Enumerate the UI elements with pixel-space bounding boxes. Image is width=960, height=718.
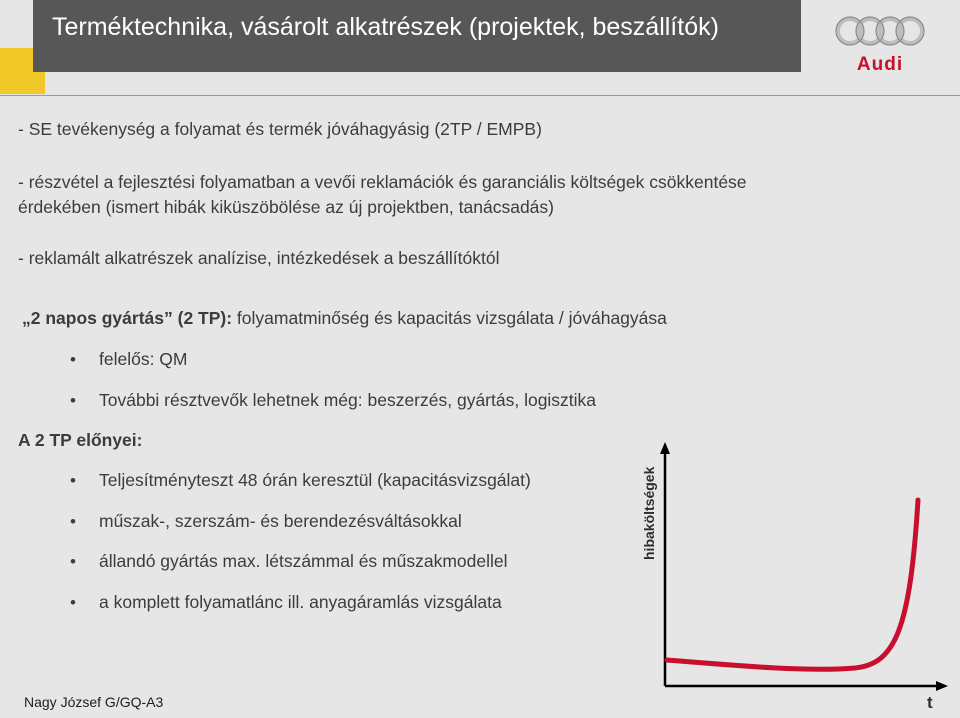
text-line-2tp: [22, 308, 667, 329]
audi-rings-icon: [834, 14, 926, 54]
x-axis-label: t: [927, 693, 933, 712]
y-axis-label: hibaköltségek: [641, 466, 657, 560]
advantage-item-4: a komplett folyamatlánc ill. anyagáramlás vizsgálata: [99, 592, 502, 612]
sub-bullet-participants: További résztvevők lehetnek még: beszerzés, gyártás, logisztika: [99, 390, 597, 410]
2tp-description: folyamatminőség és kapacitás vizsgálata / jóváhagyása: [232, 308, 667, 328]
footer-author: Nagy József G/GQ-A3: [24, 694, 164, 710]
text-line-participation-cont: érdekében (ismert hibák kiküszöbölése az új projektben, tanácsadás): [18, 197, 554, 217]
bullet-icon: •: [70, 471, 76, 490]
advantage-item-1: Teljesítményteszt 48 órán keresztül (kapacitásvizsgálat): [99, 470, 531, 490]
page-title: Terméktechnika, vásárolt alkatrészek (projektek, beszállítók): [52, 13, 719, 41]
bullet-icon: •: [70, 350, 76, 369]
text-line-complaints: - reklamált alkatrészek analízise, intézkedések a beszállítóktól: [18, 248, 500, 268]
logo-text: Audi: [856, 54, 904, 75]
text-line-participation: - részvétel a fejlesztési folyamatban a vevői reklamációk és garanciális költségek csökkentése: [18, 172, 747, 192]
advantages-heading: A 2 TP előnyei:: [18, 430, 143, 450]
2tp-label: „2 napos gyártás” (2 TP):: [22, 308, 233, 328]
bullet-icon: •: [70, 593, 76, 612]
x-axis-arrow-icon: [936, 681, 948, 691]
audi-logo: [834, 14, 926, 74]
y-axis-arrow-icon: [660, 442, 670, 454]
cost-curve-chart: [640, 440, 960, 718]
header-divider: [0, 95, 960, 96]
bullet-icon: •: [70, 512, 76, 531]
sub-bullet-responsible: felelős: QM: [99, 349, 188, 369]
bullet-icon: •: [70, 552, 76, 571]
advantage-item-3: állandó gyártás max. létszámmal és műszakmodellel: [99, 551, 508, 571]
cost-curve-line: [667, 500, 918, 669]
bullet-icon: •: [70, 391, 76, 410]
text-line-se: - SE tevékenység a folyamat és termék jóváhagyásig (2TP / EMPB): [18, 119, 542, 139]
advantage-item-2: műszak-, szerszám- és berendezésváltásokkal: [99, 511, 462, 531]
